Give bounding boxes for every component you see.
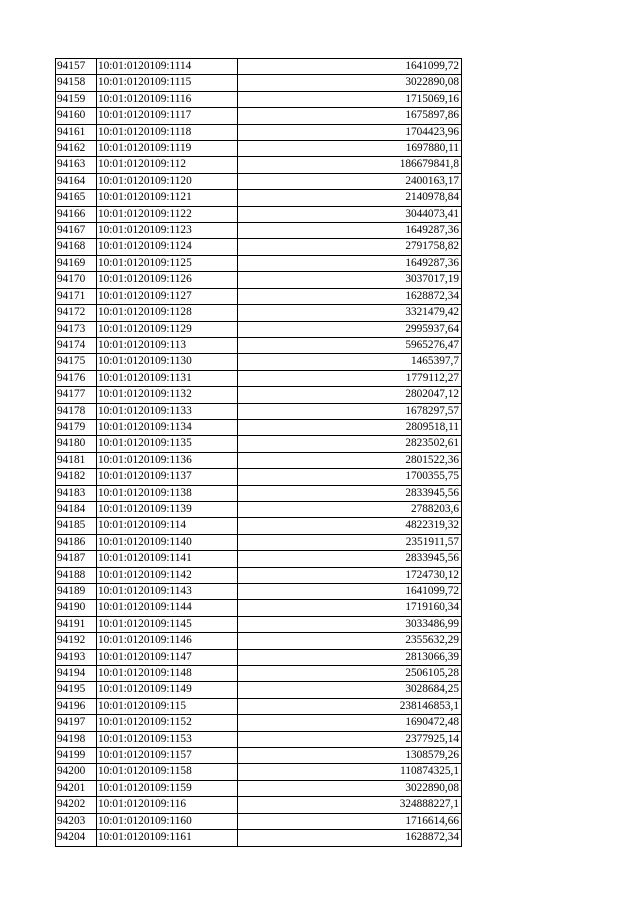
cadastral-number-cell: 10:01:0120109:1161: [97, 830, 238, 846]
table-row: [56, 370, 462, 386]
cadastral-number-cell: 10:01:0120109:1126: [97, 272, 238, 288]
row-number-cell: 94164: [56, 173, 97, 189]
row-number-cell: 94177: [56, 387, 97, 403]
cadastral-number-cell: 10:01:0120109:1141: [97, 551, 238, 567]
value-cell: 3022890,08: [238, 780, 462, 796]
row-number-cell: 94192: [56, 633, 97, 649]
cadastral-number-cell: 10:01:0120109:1147: [97, 649, 238, 665]
cadastral-number-cell: 10:01:0120109:112: [97, 157, 238, 173]
table-row: [56, 698, 462, 714]
row-number-cell: 94162: [56, 141, 97, 157]
table-row: [56, 223, 462, 239]
row-number-cell: 94168: [56, 239, 97, 255]
value-cell: 1675897,86: [238, 108, 462, 124]
table-row: [56, 288, 462, 304]
table-row: [56, 387, 462, 403]
cadastral-number-cell: 10:01:0120109:1146: [97, 633, 238, 649]
row-number-cell: 94170: [56, 272, 97, 288]
table-row: [56, 534, 462, 550]
row-number-cell: 94157: [56, 59, 97, 75]
cadastral-number-cell: 10:01:0120109:1160: [97, 813, 238, 829]
cadastral-number-cell: 10:01:0120109:1119: [97, 141, 238, 157]
cadastral-number-cell: 10:01:0120109:1134: [97, 419, 238, 435]
table-row: [56, 682, 462, 698]
table-row: [56, 567, 462, 583]
cadastral-number-cell: 10:01:0120109:1117: [97, 108, 238, 124]
table-row: [56, 337, 462, 353]
row-number-cell: 94202: [56, 797, 97, 813]
cadastral-number-cell: 10:01:0120109:1148: [97, 666, 238, 682]
row-number-cell: 94185: [56, 518, 97, 534]
value-cell: 2140978,84: [238, 190, 462, 206]
table-row: [56, 616, 462, 632]
value-cell: 2791758,82: [238, 239, 462, 255]
cadastral-number-cell: 10:01:0120109:1136: [97, 452, 238, 468]
table-row: [56, 157, 462, 173]
value-cell: 1704423,96: [238, 124, 462, 140]
row-number-cell: 94161: [56, 124, 97, 140]
row-number-cell: 94197: [56, 715, 97, 731]
value-cell: 2823502,61: [238, 436, 462, 452]
cadastral-number-cell: 10:01:0120109:1122: [97, 206, 238, 222]
table-row: [56, 469, 462, 485]
row-number-cell: 94186: [56, 534, 97, 550]
cadastral-number-cell: 10:01:0120109:1120: [97, 173, 238, 189]
cadastral-number-cell: 10:01:0120109:114: [97, 518, 238, 534]
row-number-cell: 94203: [56, 813, 97, 829]
table-row: [56, 75, 462, 91]
cadastral-number-cell: 10:01:0120109:1142: [97, 567, 238, 583]
value-cell: 1724730,12: [238, 567, 462, 583]
value-cell: 2833945,56: [238, 551, 462, 567]
value-cell: 1690472,48: [238, 715, 462, 731]
row-number-cell: 94187: [56, 551, 97, 567]
cadastral-number-cell: 10:01:0120109:1125: [97, 255, 238, 271]
value-cell: 3022890,08: [238, 75, 462, 91]
table-row: [56, 485, 462, 501]
cadastral-number-cell: 10:01:0120109:1127: [97, 288, 238, 304]
row-number-cell: 94194: [56, 666, 97, 682]
value-cell: 110874325,1: [238, 764, 462, 780]
value-cell: 1716614,66: [238, 813, 462, 829]
table-row: [56, 551, 462, 567]
table-row: [56, 255, 462, 271]
cadastral-number-cell: 10:01:0120109:116: [97, 797, 238, 813]
row-number-cell: 94172: [56, 305, 97, 321]
cadastral-number-cell: 10:01:0120109:1118: [97, 124, 238, 140]
value-cell: 3033486,99: [238, 616, 462, 632]
row-number-cell: 94158: [56, 75, 97, 91]
cadastral-number-cell: 10:01:0120109:1115: [97, 75, 238, 91]
cadastral-number-cell: 10:01:0120109:1143: [97, 584, 238, 600]
row-number-cell: 94171: [56, 288, 97, 304]
row-number-cell: 94174: [56, 337, 97, 353]
table-row: [56, 321, 462, 337]
value-cell: 3044073,41: [238, 206, 462, 222]
table-row: [56, 173, 462, 189]
cadastral-number-cell: 10:01:0120109:1128: [97, 305, 238, 321]
table-row: [56, 108, 462, 124]
table-row: [56, 518, 462, 534]
value-cell: 1678297,57: [238, 403, 462, 419]
value-cell: 2813066,39: [238, 649, 462, 665]
cadastral-number-cell: 10:01:0120109:1158: [97, 764, 238, 780]
table-row: [56, 813, 462, 829]
table-row: [56, 124, 462, 140]
table-row: [56, 354, 462, 370]
row-number-cell: 94183: [56, 485, 97, 501]
table-row: [56, 731, 462, 747]
cadastral-number-cell: 10:01:0120109:1130: [97, 354, 238, 370]
table-row: [56, 797, 462, 813]
cadastral-number-cell: 10:01:0120109:1149: [97, 682, 238, 698]
row-number-cell: 94184: [56, 501, 97, 517]
cadastral-number-cell: 10:01:0120109:1114: [97, 59, 238, 75]
table-row: [56, 666, 462, 682]
data-table: [55, 58, 462, 847]
value-cell: 3037017,19: [238, 272, 462, 288]
row-number-cell: 94169: [56, 255, 97, 271]
value-cell: 2377925,14: [238, 731, 462, 747]
value-cell: 324888227,1: [238, 797, 462, 813]
table-row: [56, 436, 462, 452]
table-row: [56, 190, 462, 206]
row-number-cell: 94181: [56, 452, 97, 468]
value-cell: 186679841,8: [238, 157, 462, 173]
table-row: [56, 141, 462, 157]
cadastral-number-cell: 10:01:0120109:113: [97, 337, 238, 353]
cadastral-number-cell: 10:01:0120109:1133: [97, 403, 238, 419]
value-cell: 3028684,25: [238, 682, 462, 698]
row-number-cell: 94175: [56, 354, 97, 370]
table-row: [56, 748, 462, 764]
value-cell: 2833945,56: [238, 485, 462, 501]
value-cell: 1308579,26: [238, 748, 462, 764]
cadastral-number-cell: 10:01:0120109:1124: [97, 239, 238, 255]
row-number-cell: 94180: [56, 436, 97, 452]
row-number-cell: 94173: [56, 321, 97, 337]
cadastral-number-cell: 10:01:0120109:1153: [97, 731, 238, 747]
table-row: [56, 584, 462, 600]
row-number-cell: 94191: [56, 616, 97, 632]
value-cell: 1628872,34: [238, 288, 462, 304]
cadastral-number-cell: 10:01:0120109:1123: [97, 223, 238, 239]
value-cell: 1465397,7: [238, 354, 462, 370]
cadastral-number-cell: 10:01:0120109:1135: [97, 436, 238, 452]
cadastral-number-cell: 10:01:0120109:1140: [97, 534, 238, 550]
table-row: [56, 272, 462, 288]
row-number-cell: 94199: [56, 748, 97, 764]
value-cell: 1719160,34: [238, 600, 462, 616]
value-cell: 4822319,32: [238, 518, 462, 534]
table-row: [56, 764, 462, 780]
value-cell: 2788203,6: [238, 501, 462, 517]
cadastral-number-cell: 10:01:0120109:1129: [97, 321, 238, 337]
cadastral-number-cell: 10:01:0120109:1157: [97, 748, 238, 764]
table-body: [56, 59, 462, 847]
value-cell: 1700355,75: [238, 469, 462, 485]
row-number-cell: 94178: [56, 403, 97, 419]
row-number-cell: 94166: [56, 206, 97, 222]
cadastral-number-cell: 10:01:0120109:1121: [97, 190, 238, 206]
row-number-cell: 94188: [56, 567, 97, 583]
value-cell: 2802047,12: [238, 387, 462, 403]
row-number-cell: 94204: [56, 830, 97, 846]
row-number-cell: 94159: [56, 91, 97, 107]
table-row: [56, 780, 462, 796]
row-number-cell: 94198: [56, 731, 97, 747]
table-row: [56, 501, 462, 517]
table-row: [56, 649, 462, 665]
cadastral-number-cell: 10:01:0120109:1159: [97, 780, 238, 796]
row-number-cell: 94165: [56, 190, 97, 206]
row-number-cell: 94189: [56, 584, 97, 600]
row-number-cell: 94182: [56, 469, 97, 485]
row-number-cell: 94163: [56, 157, 97, 173]
value-cell: 1641099,72: [238, 584, 462, 600]
row-number-cell: 94176: [56, 370, 97, 386]
table-row: [56, 59, 462, 75]
value-cell: 2506105,28: [238, 666, 462, 682]
value-cell: 2809518,11: [238, 419, 462, 435]
table-row: [56, 600, 462, 616]
value-cell: 1641099,72: [238, 59, 462, 75]
row-number-cell: 94160: [56, 108, 97, 124]
value-cell: 2400163,17: [238, 173, 462, 189]
cadastral-number-cell: 10:01:0120109:1145: [97, 616, 238, 632]
table-row: [56, 419, 462, 435]
table-row: [56, 452, 462, 468]
cadastral-number-cell: 10:01:0120109:1116: [97, 91, 238, 107]
value-cell: 2801522,36: [238, 452, 462, 468]
value-cell: 1649287,36: [238, 255, 462, 271]
table-row: [56, 305, 462, 321]
value-cell: 3321479,42: [238, 305, 462, 321]
row-number-cell: 94195: [56, 682, 97, 698]
value-cell: 1715069,16: [238, 91, 462, 107]
row-number-cell: 94193: [56, 649, 97, 665]
table-row: [56, 239, 462, 255]
row-number-cell: 94190: [56, 600, 97, 616]
table-row: [56, 206, 462, 222]
cadastral-number-cell: 10:01:0120109:1144: [97, 600, 238, 616]
cadastral-number-cell: 10:01:0120109:1132: [97, 387, 238, 403]
table-row: [56, 633, 462, 649]
row-number-cell: 94167: [56, 223, 97, 239]
value-cell: 2355632,29: [238, 633, 462, 649]
value-cell: 1628872,34: [238, 830, 462, 846]
table-row: [56, 715, 462, 731]
value-cell: 5965276,47: [238, 337, 462, 353]
cadastral-number-cell: 10:01:0120109:1139: [97, 501, 238, 517]
table-row: [56, 830, 462, 846]
value-cell: 1649287,36: [238, 223, 462, 239]
value-cell: 1779112,27: [238, 370, 462, 386]
row-number-cell: 94196: [56, 698, 97, 714]
cadastral-number-cell: 10:01:0120109:1138: [97, 485, 238, 501]
row-number-cell: 94201: [56, 780, 97, 796]
table-row: [56, 91, 462, 107]
cadastral-number-cell: 10:01:0120109:1131: [97, 370, 238, 386]
value-cell: 1697880,11: [238, 141, 462, 157]
cadastral-number-cell: 10:01:0120109:1137: [97, 469, 238, 485]
value-cell: 2351911,57: [238, 534, 462, 550]
cadastral-number-cell: 10:01:0120109:115: [97, 698, 238, 714]
row-number-cell: 94200: [56, 764, 97, 780]
value-cell: 238146853,1: [238, 698, 462, 714]
value-cell: 2995937,64: [238, 321, 462, 337]
row-number-cell: 94179: [56, 419, 97, 435]
table-row: [56, 403, 462, 419]
cadastral-number-cell: 10:01:0120109:1152: [97, 715, 238, 731]
